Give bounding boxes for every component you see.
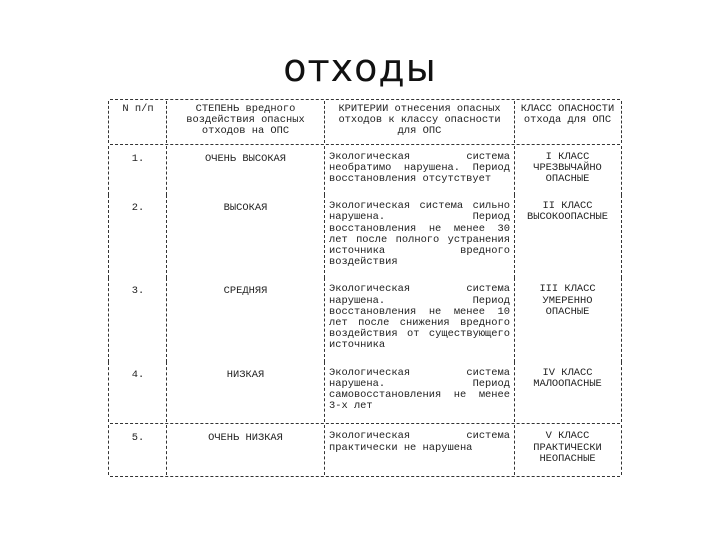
header-criteria: КРИТЕРИИ отнесения опасных отходов к классу опасности для ОПС xyxy=(324,101,514,143)
row-class: I КЛАСС ЧРЕЗВЫЧАЙНО ОПАСНЫЕ xyxy=(514,146,620,196)
table-header-row xyxy=(110,101,620,143)
table-row xyxy=(110,195,620,278)
row-num: 1. xyxy=(131,152,145,165)
row-class: IV КЛАСС МАЛООПАСНЫЕ xyxy=(514,362,620,423)
row-criteria: Экологическая система необратимо нарушена. Период восстановления отсутствует xyxy=(324,146,514,196)
header-rule xyxy=(110,144,620,145)
table-bottom-rule xyxy=(110,476,620,477)
row-degree: ВЫСОКАЯ xyxy=(166,195,324,278)
table-row xyxy=(110,146,620,196)
row-degree: СРЕДНЯЯ xyxy=(166,278,324,361)
row-degree: НИЗКАЯ xyxy=(166,362,324,423)
row-criteria: Экологическая система нарушена. Период самовосстановления не менее 3-х лет xyxy=(324,362,514,423)
page-title: отходы xyxy=(283,46,437,90)
row-criteria: Экологическая система практически не нарушена xyxy=(324,425,514,475)
table-row xyxy=(110,278,620,361)
row-criteria: Экологическая система нарушена. Период восстановления не менее 10 лет после снижения вредного воздействия от существующего источника xyxy=(324,278,514,361)
row-num: 5. xyxy=(131,432,145,445)
hazard-class-table xyxy=(110,98,620,478)
table-top-rule xyxy=(110,99,620,100)
header-class: КЛАСС ОПАСНОСТИ отхода для ОПС xyxy=(514,101,620,143)
row-rule xyxy=(110,423,620,424)
header-num: N п/п xyxy=(122,103,154,115)
row-num: 3. xyxy=(131,285,145,298)
row-num: 4. xyxy=(131,368,145,381)
row-degree: ОЧЕНЬ ВЫСОКАЯ xyxy=(166,146,324,196)
row-class: V КЛАСС ПРАКТИЧЕСКИ НЕОПАСНЫЕ xyxy=(514,425,620,475)
header-degree: СТЕПЕНЬ вредного воздействия опасных отходов на ОПС xyxy=(166,101,324,143)
table-row xyxy=(110,425,620,475)
row-degree: ОЧЕНЬ НИЗКАЯ xyxy=(166,425,324,475)
table-row xyxy=(110,362,620,423)
row-criteria: Экологическая система сильно нарушена. Период восстановления не менее 30 лет после полного устранения источника вредного воздействия xyxy=(324,195,514,278)
row-class: II КЛАСС ВЫСОКООПАСНЫЕ xyxy=(514,195,620,278)
row-num: 2. xyxy=(131,202,145,215)
row-class: III КЛАСС УМЕРЕННО ОПАСНЫЕ xyxy=(514,278,620,361)
